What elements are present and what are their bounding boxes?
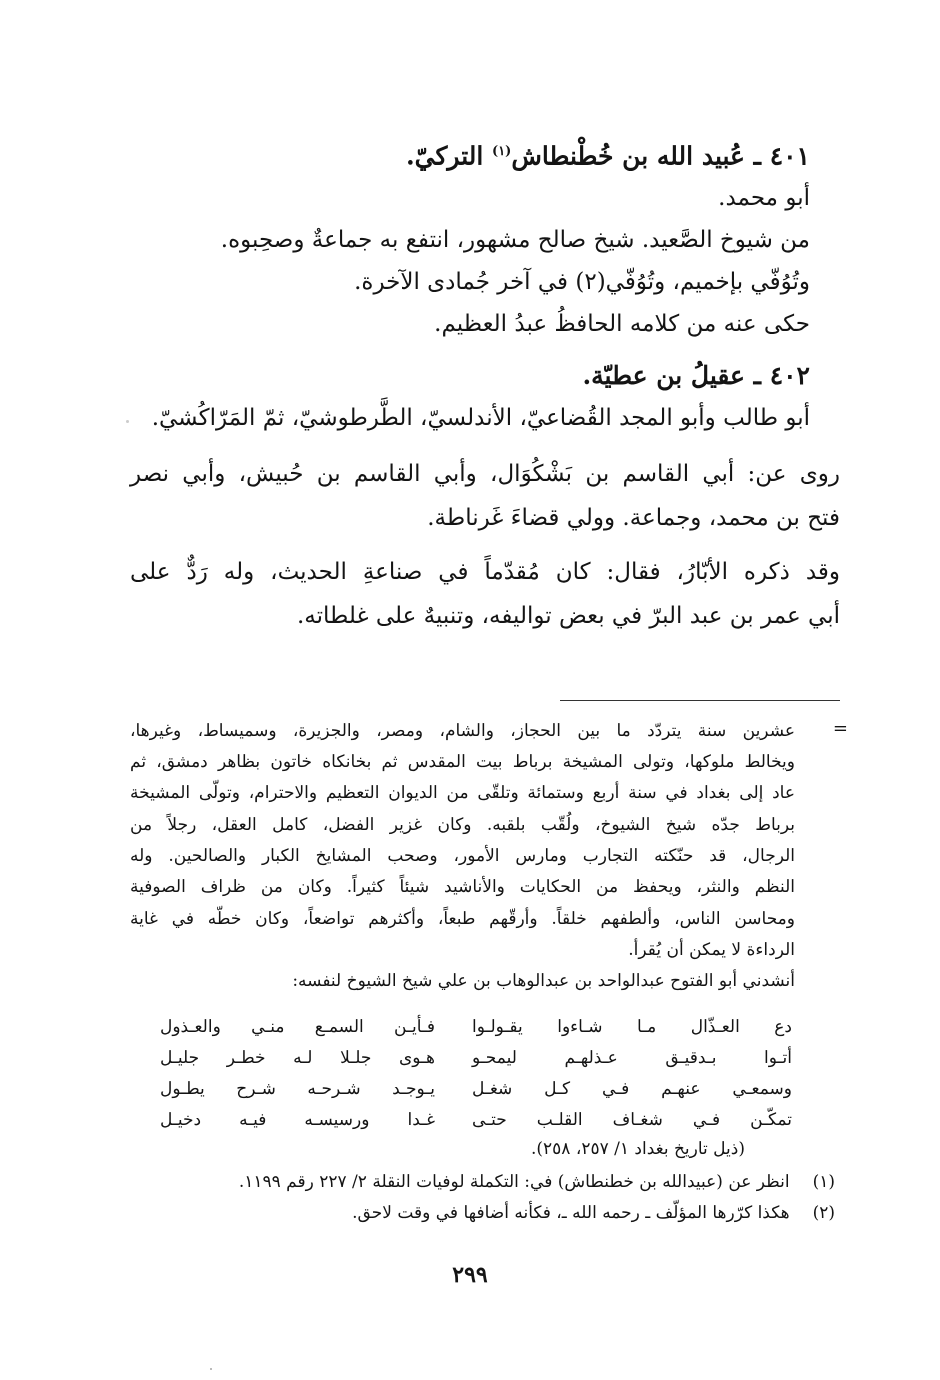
footnote-text: هكذا كرّرها المؤلّف ـ رحمه الله ـ، فكأنه أضافها في وقت لاحق. (352, 1203, 790, 1223)
entry-401-line: وتُوُفّي بإخميم، وتُوُفّي(٢) في آخر جُمادى الآخرة. (354, 269, 810, 295)
poem-sadr: أتـوا بـدقيـق عـذلهـم ليمحـو (472, 1048, 792, 1068)
footnote-line: برباط جدّه شيخ الشيوخ، ولُقّب بلقبه. وكان غزير الفضل، كامل العقل، رجلاً من (130, 815, 795, 835)
entry-402-heading (582, 356, 810, 396)
entry-402-line: روى عن: أبي القاسم بن بَشْكُوَال، وأبي القاسم بن حُبيش، وأبي نصر (130, 461, 840, 487)
entry-401-heading (406, 132, 810, 176)
footnote-number: (١) (812, 1172, 835, 1192)
footnote-line: الرجال، قد حنّكته التجارب ومارس الأمور، وصحب المشايخ الكبار والصالحين. وله (130, 846, 795, 866)
entry-number: ٤٠٢ ـ (753, 361, 810, 390)
entry-name: عقيلُ بن عطيّة. (582, 361, 745, 390)
entry-401-line: من شيوخ الصَّعيد. شيخ صالح مشهور، انتفع به جماعةٌ وصحِبوه. (220, 227, 810, 253)
footnote-ref: (١) (492, 144, 512, 159)
scan-speck (210, 1368, 212, 1370)
footnote-text: انظر عن (عبيدالله بن خطنطاش) في: التكملة لوفيات النقلة ٢/ ٢٢٧ رقم ١١٩٩. (238, 1172, 790, 1192)
page-number: ٢٩٩ (452, 1262, 488, 1288)
footnote-number: (٢) (812, 1203, 835, 1223)
entry-401-line: حكى عنه من كلامه الحافظُ عبدُ العظيم. (434, 311, 810, 337)
poem-ajuz: يـوجـد شـرحـه شـرح يطـول (160, 1079, 435, 1099)
entry-402-line: أبي عمر بن عبد البرّ في بعض تواليفه، وتنبيهٌ على غلطاته. (296, 603, 840, 629)
footnote-line: عشرين سنة يتردّد ما بين الحجاز، والشام، ومصر، والجزيرة، وسميساط، وغيرها، (130, 721, 795, 741)
entry-402-line: فتح بن محمد، وجماعة. وولي قضاءَ غَرناطة. (427, 505, 840, 531)
footnote-line: ومحاسن الناس، وألطفهم خلقاً. وأرقّهم طبعاً، وأكثرهم تواضعاً، وكان خطّه في غاية (130, 909, 795, 929)
footnote-2 (130, 1198, 835, 1228)
poem-ajuz: فـأيـن السمـع منـي والعـذول (160, 1017, 435, 1037)
poem-sadr: وسمعـي عنهـم فـي كـل شغـل (472, 1079, 792, 1099)
entry-name: عُبيد الله بن خُطْنطاش (511, 141, 745, 171)
footnote-separator (560, 700, 840, 701)
poem-sadr: تمكّـن فـي شغـاف القلـب حتـى (472, 1110, 792, 1130)
footnote-line: النظم والنثر، ويحفظ من الحكايات والأناشيد شيئاً كثيراً. وكان من ظراف الصوفية (130, 877, 795, 897)
entry-nisba: التركيّ. (405, 141, 484, 171)
entry-401-line: أبو محمد. (718, 185, 810, 211)
footnote-line: ويخالط ملوكها، وتولى المشيخة برباط بيت المقدس ثم بخانكاه خاتون بظاهر دمشق، ثم (130, 752, 795, 772)
entry-number: ٤٠١ ـ (753, 141, 810, 171)
source-reference: (ذيل تاريخ بغداد ١/ ٢٥٧، ٢٥٨). (530, 1139, 745, 1159)
recital-intro: أنشدني أبو الفتوح عبدالواحد بن عبدالوهاب بن علي شيخ الشيوخ لنفسه: (292, 971, 795, 991)
scan-speck (126, 420, 129, 423)
poem-sadr: دع العـذّال مـا شـاءوا يقـولـوا (472, 1017, 792, 1037)
footnote-1 (130, 1167, 835, 1197)
footnote-line: عاد إلى بغداد في سنة أربع وستمائة وتلقّى من الديوان التعظيم والاحترام، وتولّى المشيخة (130, 783, 795, 803)
poem-ajuz: غـدا ورسيسـه فيـه دخيـل (160, 1110, 435, 1130)
entry-402-line: وقد ذكره الأبّارُ، فقال: كان مُقدّماً في صناعةِ الحديث، وله رَدٌّ على (130, 559, 840, 585)
continuation-mark: = (832, 718, 848, 739)
footnote-line: الرداءة لا يمكن أن يُقرأ. (628, 940, 795, 960)
entry-402-line: أبو طالب وأبو المجد القُضاعيّ، الأندلسيّ، الطَّرطوشيّ، ثمّ المَرّاكُشيّ. (151, 405, 810, 431)
poem-ajuz: هـوى جلـلا لـه خطـر جليـل (160, 1048, 435, 1068)
